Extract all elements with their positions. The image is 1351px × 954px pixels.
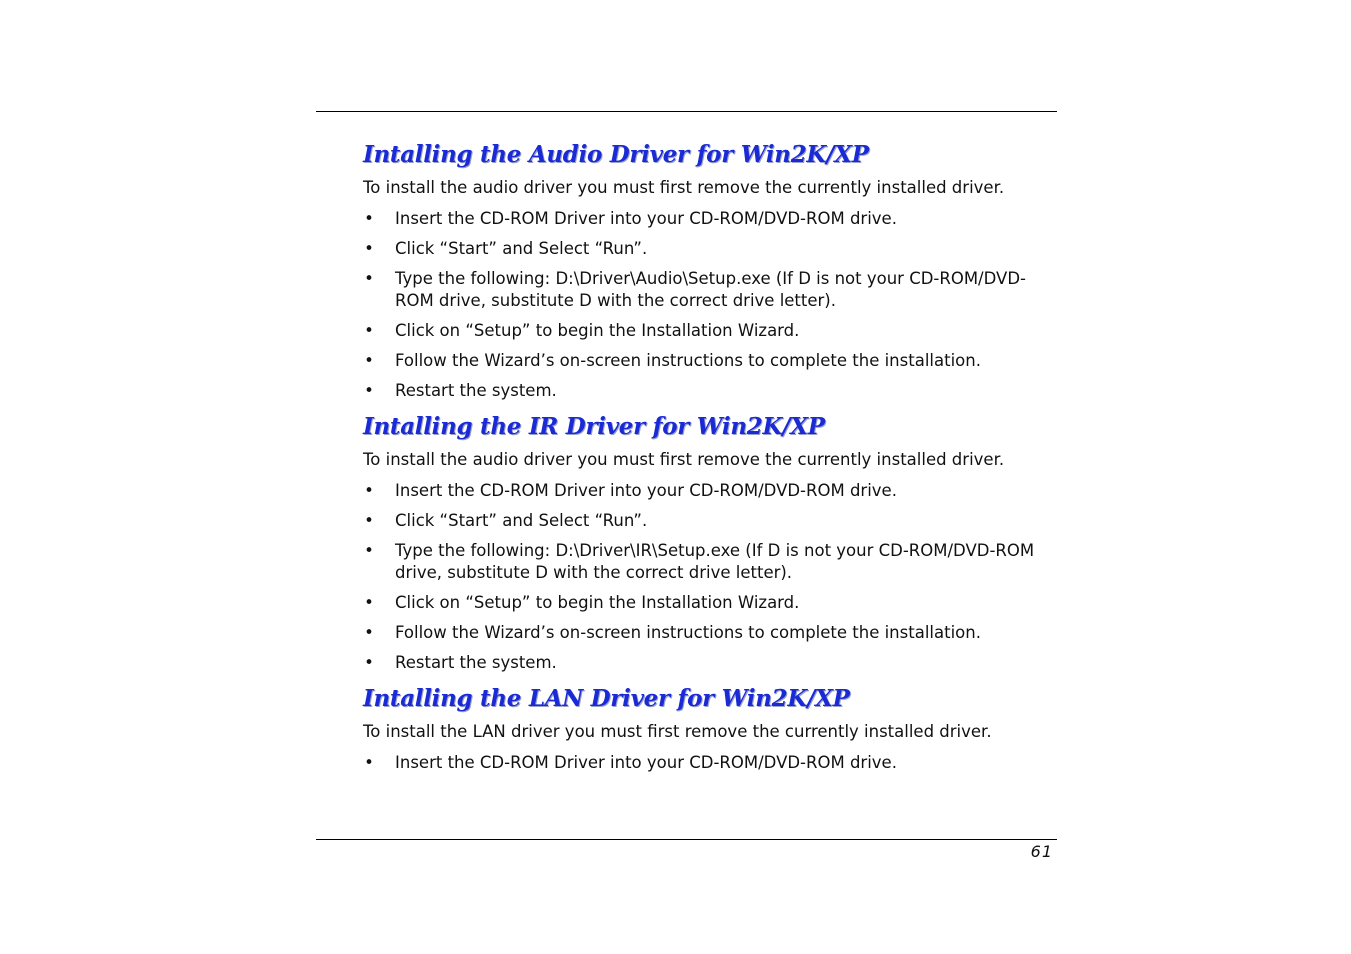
list-item	[363, 320, 1053, 342]
section-audio-driver	[363, 138, 1053, 402]
footer-rule	[316, 839, 1057, 840]
bullet-icon: •	[364, 511, 374, 530]
bullet-icon: •	[364, 269, 374, 288]
list-item	[363, 622, 1053, 644]
section-ir-driver	[363, 410, 1053, 674]
list-item	[363, 592, 1053, 614]
list-item-text: Insert the CD-ROM Driver into your CD-ROM/DVD-ROM drive.	[395, 209, 897, 228]
bullet-icon: •	[364, 541, 374, 560]
bullet-icon: •	[364, 653, 374, 672]
list-item	[363, 380, 1053, 402]
list-item	[363, 238, 1053, 260]
list-item	[363, 480, 1053, 502]
list-item-text: Type the following: D:\Driver\Audio\Setup.exe (If D is not your CD-ROM/DVD-ROM drive, substitute D with the correct drive letter).	[395, 269, 1026, 310]
list-item	[363, 268, 1053, 312]
bullet-icon: •	[364, 623, 374, 642]
bullet-icon: •	[364, 381, 374, 400]
list-item	[363, 208, 1053, 230]
bullet-list	[363, 480, 1053, 674]
section-lan-driver	[363, 682, 1053, 774]
list-item	[363, 752, 1053, 774]
list-item-text: Click “Start” and Select “Run”.	[395, 511, 648, 530]
bullet-icon: •	[364, 753, 374, 772]
bullet-icon: •	[364, 321, 374, 340]
list-item-text: Insert the CD-ROM Driver into your CD-ROM/DVD-ROM drive.	[395, 481, 897, 500]
header-rule	[316, 111, 1057, 112]
list-item-text: Follow the Wizard’s on-screen instructions to complete the installation.	[395, 351, 981, 370]
list-item-text: Click “Start” and Select “Run”.	[395, 239, 648, 258]
bullet-icon: •	[364, 239, 374, 258]
page-content	[363, 138, 1053, 782]
bullet-icon: •	[364, 209, 374, 228]
section-title: Intalling the LAN Driver for Win2K/XP	[363, 685, 850, 712]
page-number: 61	[1030, 842, 1053, 861]
list-item-text: Type the following: D:\Driver\IR\Setup.exe (If D is not your CD-ROM/DVD-ROM drive, substitute D with the correct drive letter).	[395, 541, 1035, 582]
section-intro: To install the audio driver you must first remove the currently installed driver.	[363, 178, 1005, 197]
list-item-text: Insert the CD-ROM Driver into your CD-ROM/DVD-ROM drive.	[395, 753, 897, 772]
list-item-text: Restart the system.	[395, 381, 557, 400]
list-item	[363, 350, 1053, 372]
list-item-text: Restart the system.	[395, 653, 557, 672]
section-title: Intalling the IR Driver for Win2K/XP	[363, 413, 825, 440]
list-item	[363, 540, 1053, 584]
bullet-list	[363, 752, 1053, 774]
section-intro: To install the audio driver you must first remove the currently installed driver.	[363, 450, 1005, 469]
bullet-icon: •	[364, 593, 374, 612]
list-item-text: Follow the Wizard’s on-screen instructions to complete the installation.	[395, 623, 981, 642]
section-title: Intalling the Audio Driver for Win2K/XP	[363, 141, 869, 168]
bullet-list	[363, 208, 1053, 402]
list-item	[363, 510, 1053, 532]
list-item	[363, 652, 1053, 674]
section-intro: To install the LAN driver you must first remove the currently installed driver.	[363, 722, 992, 741]
list-item-text: Click on “Setup” to begin the Installation Wizard.	[395, 321, 800, 340]
bullet-icon: •	[364, 351, 374, 370]
list-item-text: Click on “Setup” to begin the Installation Wizard.	[395, 593, 800, 612]
bullet-icon: •	[364, 481, 374, 500]
